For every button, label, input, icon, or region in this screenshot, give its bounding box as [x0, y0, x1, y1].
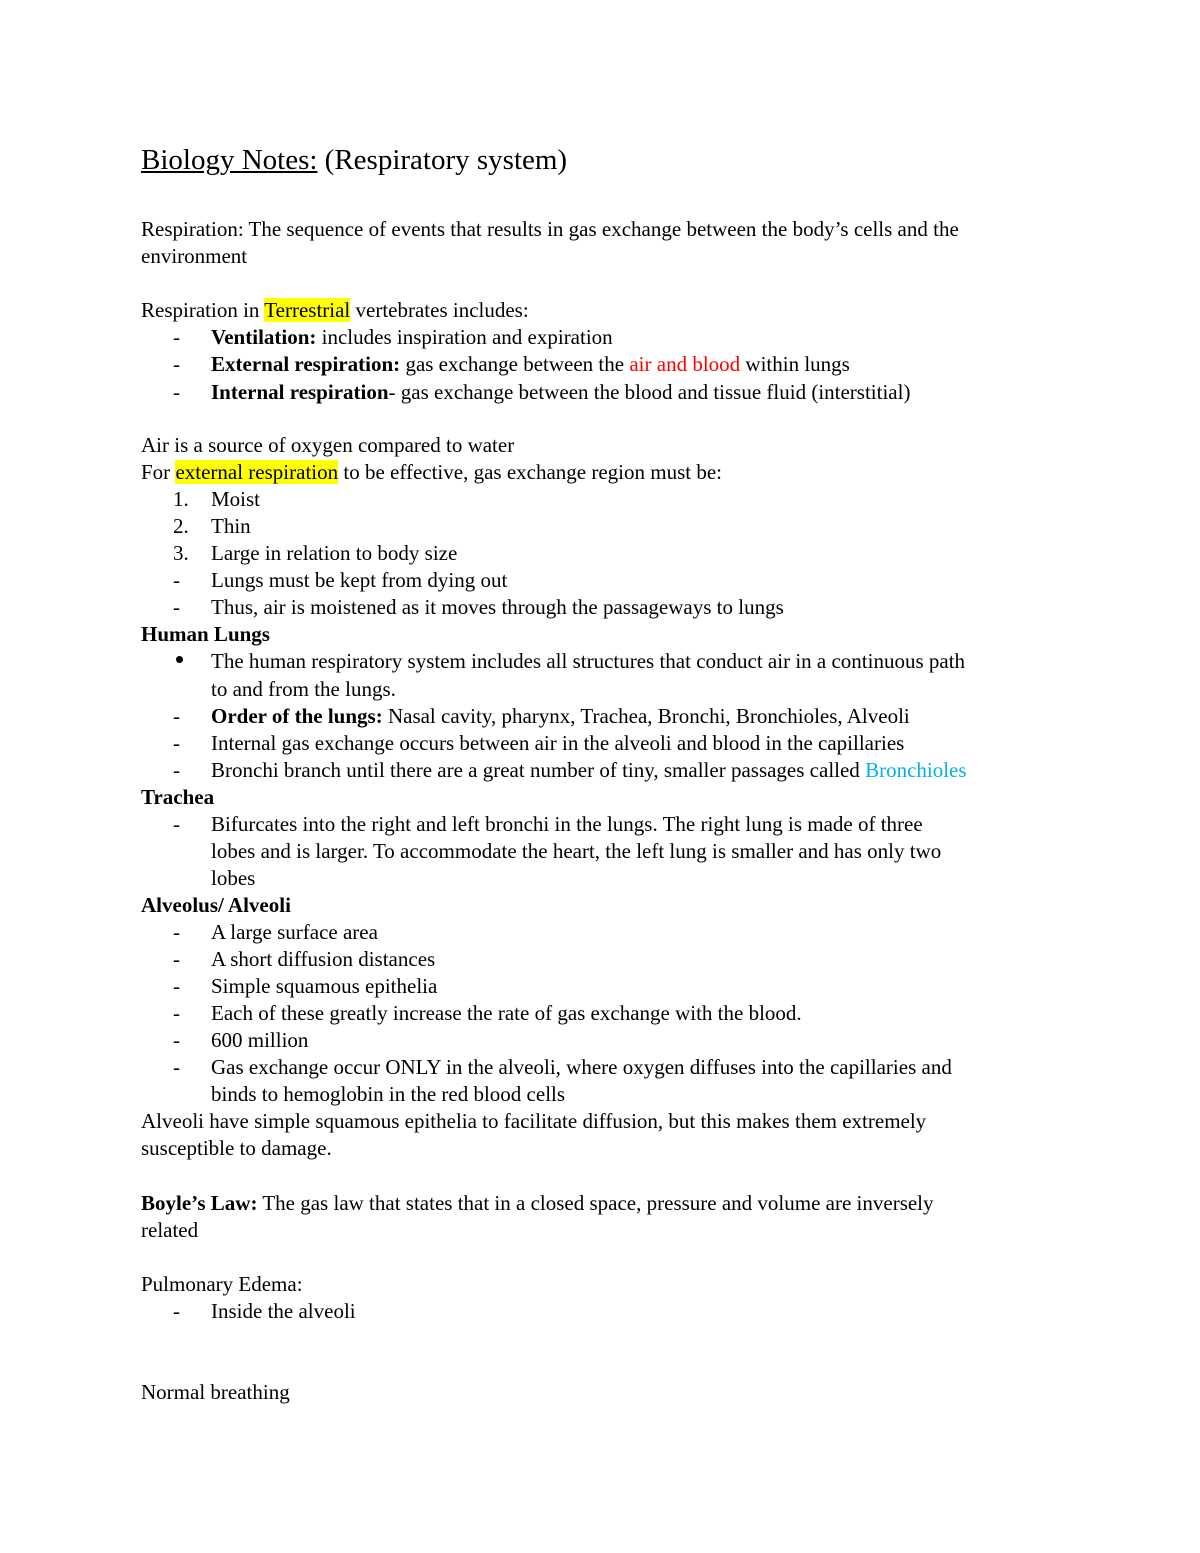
dash-marker: - — [173, 758, 180, 782]
blue-text-bronchioles: Bronchioles — [865, 758, 967, 782]
terrestrial-post: vertebrates includes: — [350, 298, 529, 322]
dash-marker: - — [173, 595, 180, 619]
title-underlined: Biology Notes: — [141, 144, 318, 176]
bullet-item-line2: to and from the lungs. — [211, 677, 396, 701]
boyles-law-line2: related — [141, 1218, 199, 1242]
heading-trachea — [141, 784, 214, 810]
boyles-law-line1 — [141, 1190, 934, 1216]
list-item: A large surface area — [211, 920, 378, 944]
title-rest: (Respiratory system) — [317, 144, 568, 176]
list-item: Simple squamous epithelia — [211, 974, 438, 998]
gas-exchange-line2: binds to hemoglobin in the red blood cells — [211, 1082, 566, 1106]
highlight-external-respiration: external respiration — [175, 460, 339, 484]
external-respiration-intro — [141, 459, 722, 485]
trachea-line2: lobes and is larger. To accommodate the heart, the left lung is smaller and has only two — [211, 839, 942, 863]
terrestrial-pre: Respiration in — [141, 298, 265, 322]
ventilation-text: includes inspiration and expiration — [316, 325, 613, 349]
dash-marker: - — [173, 731, 180, 755]
dash-marker: - — [173, 352, 180, 376]
term-boyles-law: Boyle’s Law: — [141, 1191, 258, 1215]
highlight-terrestrial: Terrestrial — [264, 298, 351, 322]
human-lungs-label: Human Lungs — [141, 622, 270, 646]
bullet-item-line1: The human respiratory system includes all structures that conduct air in a continuous path — [211, 649, 966, 673]
numbered-item: Thin — [211, 514, 251, 538]
terrestrial-intro — [141, 297, 529, 323]
for-pre: For — [141, 460, 176, 484]
list-item-order-of-lungs — [211, 703, 910, 729]
dash-marker: - — [173, 568, 180, 592]
list-item: A short diffusion distances — [211, 947, 436, 971]
list-item: Internal gas exchange occurs between air in the alveoli and blood in the capillaries — [211, 731, 905, 755]
list-item: Each of these greatly increase the rate of gas exchange with the blood. — [211, 1001, 802, 1025]
page-title — [141, 142, 567, 178]
normal-breathing: Normal breathing — [141, 1380, 290, 1404]
internal-text: - gas exchange between the blood and tissue fluid (interstitial) — [388, 380, 911, 404]
list-item: Lungs must be kept from dying out — [211, 568, 508, 592]
heading-human-lungs — [141, 621, 270, 647]
dash-marker: - — [173, 1055, 180, 1079]
external-text-end: within lungs — [740, 352, 850, 376]
trachea-label: Trachea — [141, 785, 215, 809]
gas-exchange-line1: Gas exchange occur ONLY in the alveoli, where oxygen diffuses into the capillaries and — [211, 1055, 952, 1079]
trachea-line1: Bifurcates into the right and left bronchi in the lungs. The right lung is made of three — [211, 812, 923, 836]
dash-marker: - — [173, 704, 180, 728]
list-item-internal-respiration — [211, 379, 910, 405]
term-internal-respiration: Internal respiration — [211, 380, 389, 404]
list-item-external-respiration — [211, 351, 850, 377]
respiration-definition-line1: Respiration: The sequence of events that results in gas exchange between the body’s cells and the — [141, 217, 959, 241]
trachea-line3: lobes — [211, 866, 256, 890]
alveoli-note-line2: susceptible to damage. — [141, 1136, 332, 1160]
dash-marker: - — [173, 812, 180, 836]
red-text-air-and-blood: air and blood — [629, 352, 741, 376]
heading-alveoli — [141, 892, 291, 918]
term-external-respiration: External respiration: — [211, 352, 401, 376]
term-ventilation: Ventilation: — [211, 325, 317, 349]
air-oxygen-line: Air is a source of oxygen compared to water — [141, 433, 515, 457]
list-item: Thus, air is moistened as it moves through the passageways to lungs — [211, 595, 784, 619]
number-marker: 1. — [173, 487, 189, 511]
for-post: to be effective, gas exchange region must be: — [338, 460, 723, 484]
dash-marker: - — [173, 1001, 180, 1025]
list-item-bronchi — [211, 757, 967, 783]
list-item-ventilation — [211, 324, 613, 350]
list-item: 600 million — [211, 1028, 309, 1052]
numbered-item: Large in relation to body size — [211, 541, 458, 565]
dash-marker: - — [173, 1299, 180, 1323]
term-order-of-lungs: Order of the lungs: — [211, 704, 383, 728]
list-item: Inside the alveoli — [211, 1299, 356, 1323]
dash-marker: - — [173, 380, 180, 404]
number-marker: 2. — [173, 514, 189, 538]
number-marker: 3. — [173, 541, 189, 565]
respiration-definition-line2: environment — [141, 244, 248, 268]
boyle-text: The gas law that states that in a closed space, pressure and volume are inversely — [257, 1191, 934, 1215]
numbered-item: Moist — [211, 487, 261, 511]
dash-marker: - — [173, 974, 180, 998]
bullet-icon — [176, 656, 183, 663]
order-text: Nasal cavity, pharynx, Trachea, Bronchi, Bronchioles, Alveoli — [382, 704, 910, 728]
alveoli-label: Alveolus/ Alveoli — [141, 893, 291, 917]
dash-marker: - — [173, 325, 180, 349]
dash-marker: - — [173, 1028, 180, 1052]
external-text: gas exchange between the — [400, 352, 630, 376]
heading-pulmonary-edema: Pulmonary Edema: — [141, 1272, 303, 1296]
dash-marker: - — [173, 920, 180, 944]
bronchi-text: Bronchi branch until there are a great number of tiny, smaller passages called — [211, 758, 866, 782]
dash-marker: - — [173, 947, 180, 971]
alveoli-note-line1: Alveoli have simple squamous epithelia to facilitate diffusion, but this makes them extremely — [141, 1109, 927, 1133]
